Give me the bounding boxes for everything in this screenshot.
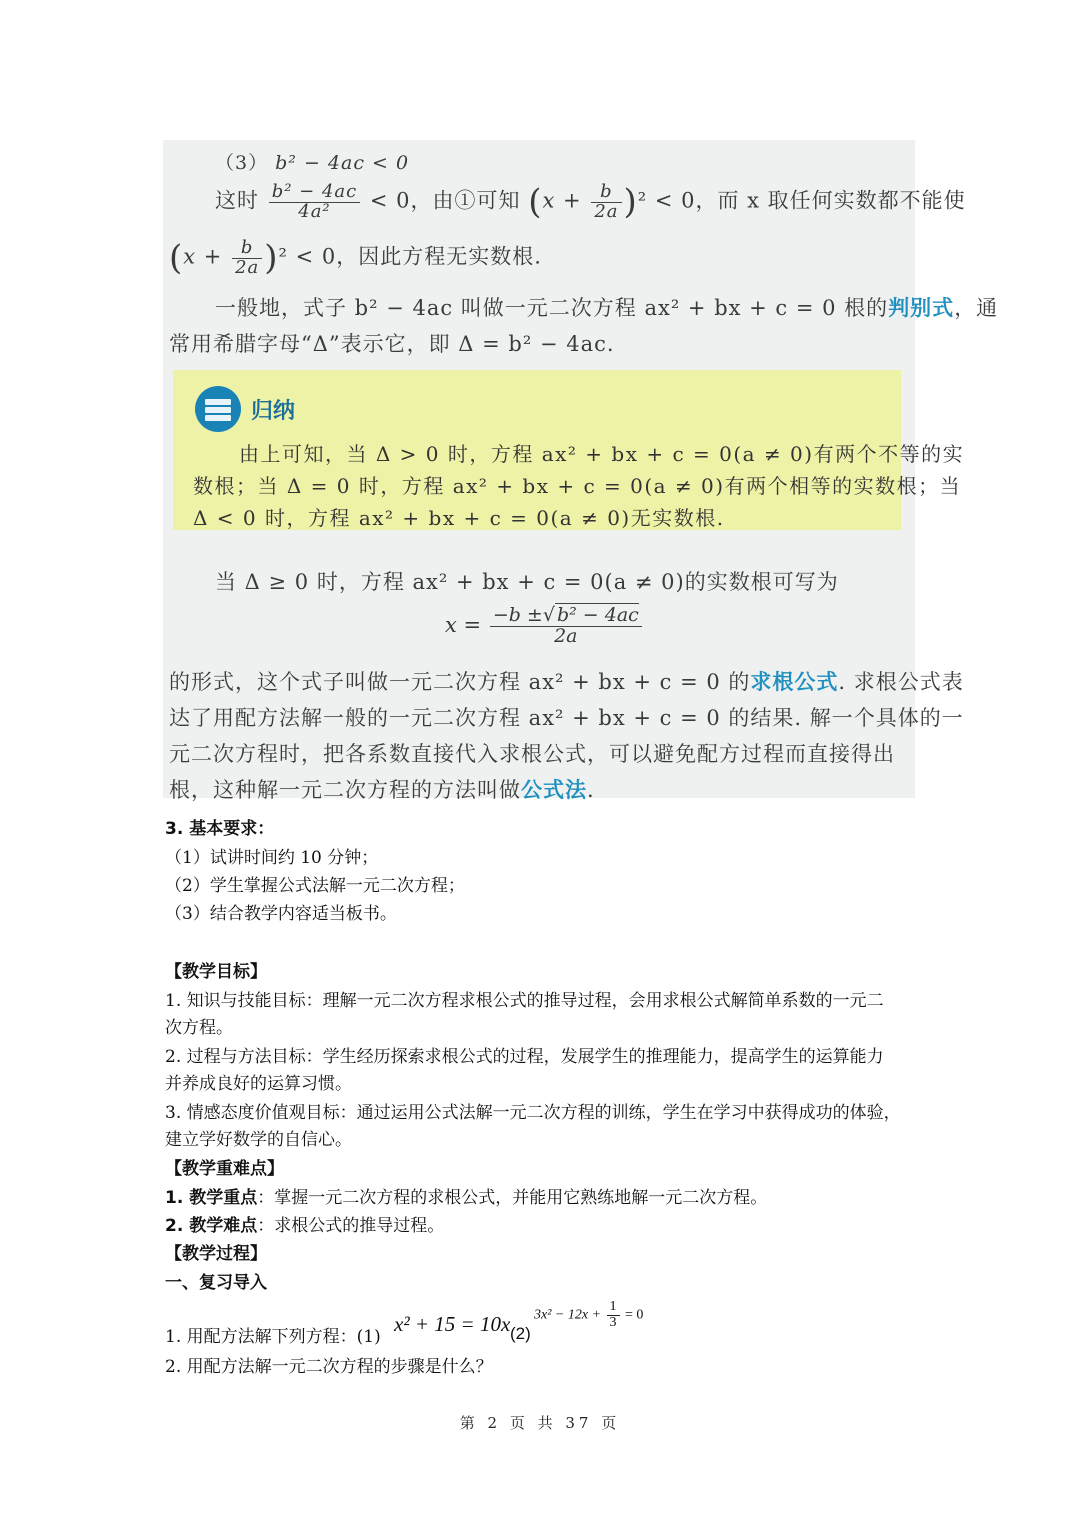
line3-inner-fraction: [232, 236, 262, 278]
line2-inner-fraction: [591, 180, 621, 222]
formula-radicand: b² − 4ac: [556, 604, 639, 626]
discriminant-line-2: [169, 328, 615, 358]
requirement-1: （1）试讲时间约 10 分钟；: [165, 848, 379, 868]
requirement-2: （2）学生掌握公式法解一元二次方程；: [165, 876, 465, 896]
formula-fraction: [490, 606, 642, 647]
derivation-line-3: (x + $\frac{b}{2a}$ )² < 0，因此方程无实数根.: [169, 236, 542, 278]
section-1-title: 一、复习导入: [165, 1273, 267, 1293]
line2-inner-den: 2a: [594, 200, 619, 222]
formula-intro-text: 当 Δ ≥ 0 时，方程 ax² + bx + c = 0(a ≠ 0)的实数根可写为: [215, 570, 839, 594]
formula-denominator: 2a: [554, 624, 578, 647]
summary-line-1: 由上可知，当 Δ > 0 时，方程 ax² + bx + c = 0(a ≠ 0)有两个不等的实: [239, 442, 965, 466]
line3-rest: ² < 0，因此方程无实数根.: [278, 244, 542, 269]
key-point-1: [165, 1183, 767, 1208]
goal-2-line-2: 并养成良好的运算习惯。: [165, 1074, 352, 1094]
keyword-discriminant: 判别式: [888, 295, 955, 320]
derivation-line-2: 这时 $\frac{\text{b² − 4ac}}{\text{4a²}}$ < 0，由①可知 (x + $\frac{b}{2a}$ )² < 0，而 x 取任何实数都不能使: [215, 180, 966, 222]
key-point-1-text: ：掌握一元二次方程的求根公式，并能用它熟练地解一元二次方程。: [257, 1188, 768, 1208]
line3-inner-num: b: [232, 239, 262, 259]
formula-intro: [215, 566, 839, 596]
line5-text: 常用希腊字母“Δ”表示它，即 Δ = b² − 4ac.: [169, 332, 615, 356]
keyword-formula-method: 公式法: [521, 777, 587, 802]
key-point-1-label: 1. 教学重点: [165, 1188, 258, 1208]
line2-frac-den: 4a²: [298, 200, 331, 222]
line4-tail: ，通: [954, 296, 999, 320]
process-title: 【教学过程】: [165, 1244, 267, 1264]
formula-numerator: −b ±√ b² − 4ac: [490, 606, 642, 627]
quadratic-formula: [445, 606, 644, 647]
eq2-lhs: 3x² − 12x +: [534, 1307, 602, 1323]
p4-tail: .: [587, 778, 595, 802]
line2-fraction: [269, 180, 361, 222]
goals-title: 【教学目标】: [165, 962, 267, 982]
requirement-3: （3）结合教学内容适当板书。: [165, 904, 397, 924]
line2-mid: < 0，由①可知: [369, 188, 521, 213]
goal-2-line-1: 2. 过程与方法目标：学生经历探索求根公式的过程，发展学生的推理能力，提高学生的运算能力: [165, 1047, 884, 1067]
summary-title: 归纳: [251, 398, 296, 424]
goal-3-line-1: 3. 情感态度价值观目标：通过运用公式法解一元二次方程的训练，学生在学习中获得成功的体验，: [165, 1103, 901, 1123]
requirements-title: 3. 基本要求：: [165, 819, 275, 839]
books-icon: [195, 386, 241, 432]
question-1-equation-2: [534, 1300, 643, 1330]
line2-prefix: 这时: [215, 188, 259, 213]
case3-condition: b² − 4ac < 0: [275, 152, 410, 174]
line3-x: x +: [183, 244, 223, 269]
key-points-title: 【教学重难点】: [165, 1159, 284, 1179]
formula-para-3: 元二次方程时，把各系数直接代入求根公式，可以避免配方过程而直接得出: [169, 742, 895, 766]
case3-label: （3）: [215, 152, 269, 174]
line2-inner-num: b: [591, 183, 621, 203]
formula-para-1: [169, 666, 964, 696]
key-point-2-text: ：求根公式的推导过程。: [257, 1216, 445, 1236]
page-footer: 第 2 页 共 37 页: [459, 1414, 621, 1432]
case3-line: [215, 148, 409, 175]
formula-lhs: x =: [445, 612, 482, 637]
line2-frac-num: b² − 4ac: [269, 183, 361, 203]
eq2-frac-num: 1: [607, 1300, 620, 1316]
question-1-equation-1: x² + 15 = 10x: [394, 1312, 511, 1336]
line4-text: 一般地，式子 b² − 4ac 叫做一元二次方程 ax² + bx + c = 0 根的: [215, 296, 889, 320]
line2-x: x +: [542, 188, 582, 213]
question-1-text: 1. 用配方法解下列方程：(1): [165, 1327, 381, 1347]
keyword-root-formula: 求根公式: [750, 669, 839, 694]
p1-text: 的形式，这个式子叫做一元二次方程 ax² + bx + c = 0 的: [169, 670, 751, 694]
summary-box: [173, 370, 965, 530]
formula-para-4: [169, 774, 595, 804]
summary-header: [195, 386, 295, 432]
eq2-rhs: = 0: [625, 1307, 644, 1323]
summary-line-3: Δ < 0 时，方程 ax² + bx + c = 0(a ≠ 0)无实数根.: [193, 506, 725, 530]
formula-num-part: −b ±: [492, 604, 543, 626]
p1-tail: . 求根公式表: [838, 670, 964, 694]
question-2: 2. 用配方法解一元二次方程的步骤是什么？: [165, 1357, 493, 1377]
p4-text: 根，这种解一元二次方程的方法叫做: [169, 778, 521, 802]
eq2-fraction: [607, 1300, 620, 1330]
goal-1-line-2: 次方程。: [165, 1018, 233, 1038]
question-1: [165, 1322, 381, 1347]
eq2-frac-den: 3: [609, 1314, 617, 1330]
question-1-label-2: (2): [510, 1324, 531, 1343]
discriminant-line-1: [215, 292, 998, 322]
line2-rest: ² < 0，而 x 取任何实数都不能使: [637, 188, 966, 213]
key-point-2-label: 2. 教学难点: [165, 1216, 258, 1236]
goal-1-line-1: 1. 知识与技能目标：理解一元二次方程求根公式的推导过程，会用求根公式解简单系数的一元二: [165, 991, 884, 1011]
key-point-2: [165, 1211, 444, 1236]
textbook-scan-image: [163, 140, 999, 802]
summary-line-2: 数根；当 Δ = 0 时，方程 ax² + bx + c = 0(a ≠ 0)有两个相等的实数根；当: [193, 474, 962, 498]
formula-para-2: 达了用配方法解一般的一元二次方程 ax² + bx + c = 0 的结果. 解一个具体的一: [169, 706, 964, 730]
line3-inner-den: 2a: [235, 256, 260, 278]
goal-3-line-2: 建立学好数学的自信心。: [165, 1130, 352, 1150]
